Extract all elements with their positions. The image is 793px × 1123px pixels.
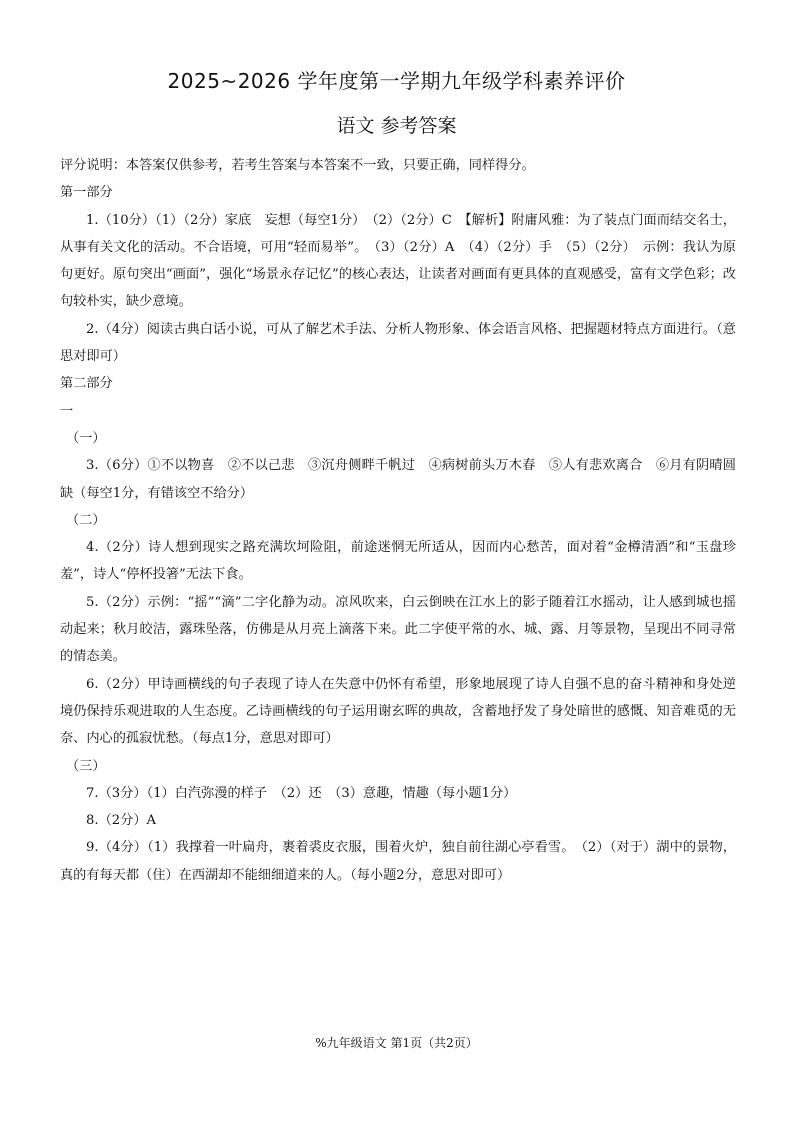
part2-heading: 第二部分 (60, 376, 113, 392)
answer-q9: 9.（4分）（1）我撑着一叶扁舟，裹着裘皮衣服，围着火炉，独自前往湖心亭看雪。 （2）（对于）湖中的景物，真的有每天都（住）在西湖却不能细细道来的人。（每小题2分，意思对即可） (60, 840, 736, 883)
document-subtitle: 语文 参考答案 (336, 115, 457, 137)
answer-q8: 8.（2分）A (86, 813, 157, 829)
subsection-3-heading: （三） (66, 758, 106, 774)
part1-heading: 第一部分 (60, 185, 113, 201)
answer-q3: 3.（6分）①不以物喜 ②不以己悲 ③沉舟侧畔千帆过 ④病树前头万木春 ⑤人有悲欢离合 ⑥月有阴晴圆缺（每空1分，有错该空不给分） (60, 458, 736, 501)
answer-q1: 1.（10分）（1）（2分）家底 妄想（每空1分） （2）（2分）C 【解析】附庸风雅：为了装点门面而结交名士，从事有关文化的活动。不合语境，可用“轻而易举”。 （3）（2分）A （4）（2分）手 （5）（2分） 示例：我认为原句更好。原句突出“画面”，强化“场景永存记忆”的核心表达，让读者对画面有更具体的直观感受，富有文学色彩；改句较朴实，缺少意境。 (60, 212, 736, 310)
answer-q5: 5.（2分）示例：“摇”“滴”二字化静为动。凉风吹来，白云倒映在江水上的影子随着江水摇动，让人感到城也摇动起来；秋月皎洁，露珠坠落，仿佛是从月亮上滴落下来。此二字使平常的水、城、露、月等景物，呈现出不同寻常的情态美。 (60, 594, 736, 665)
section-one-heading: 一 (60, 403, 74, 419)
answer-q7: 7.（3分）（1）白汽弥漫的样子 （2）还 （3）意趣，情趣（每小题1分） (86, 785, 517, 801)
answer-q2: 2.（4分）阅读古典白话小说，可从了解艺术手法、分析人物形象、体会语言风格、把握题材特点方面进行。（意思对即可） (60, 321, 736, 365)
grading-note: 评分说明：本答案仅供参考，若考生答案与本答案不一致，只要正确，同样得分。 (60, 158, 535, 173)
subsection-2-heading: （二） (66, 512, 106, 528)
subsection-1-heading: （一） (66, 430, 106, 446)
page-footer: %九年级语文 第1页（共2页） (315, 1036, 478, 1050)
document-title: 2025~2026 学年度第一学期九年级学科素养评价 (167, 69, 626, 93)
answer-q6: 6.（2分）甲诗画横线的句子表现了诗人在失意中仍怀有希望，形象地展现了诗人自强不息的奋斗精神和身处逆境仍保持乐观进取的人生态度。乙诗画横线的句子运用谢玄晖的典故，含蓄地抒发了身处暗世的感慨、知音难觅的无奈、内心的孤寂忧愁。（每点1分，意思对即可） (60, 676, 736, 747)
answer-body (60, 152, 736, 889)
answer-q4: 4.（2分）诗人想到现实之路充满坎坷险阻，前途迷惘无所适从，因而内心愁苦，面对着“金樽清酒”和“玉盘珍羞”，诗人“停杯投箸”无法下食。 (60, 540, 736, 583)
